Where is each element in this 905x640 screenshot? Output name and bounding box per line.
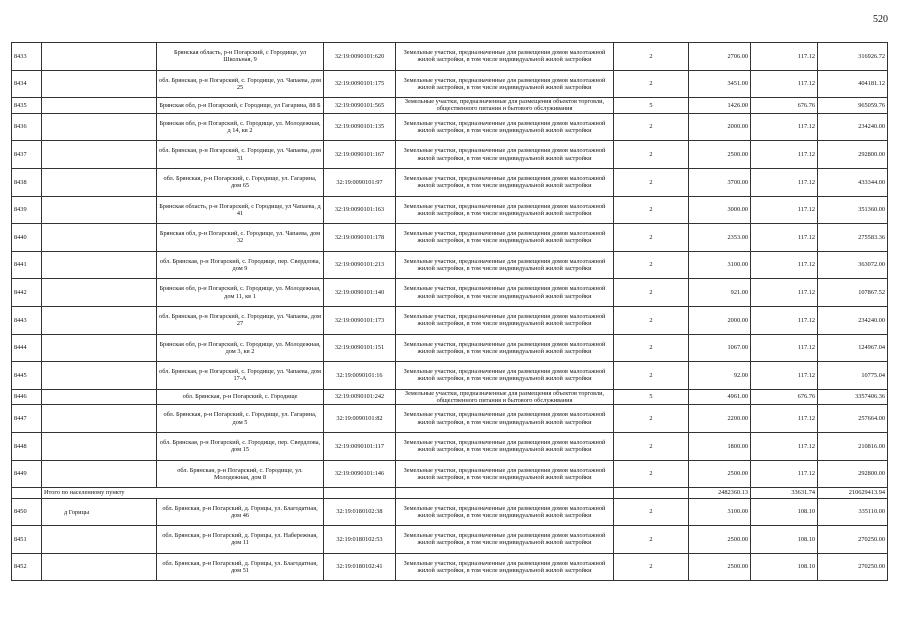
cadastral-value-cell: 351360.00 bbox=[818, 196, 888, 224]
cadastral-value-cell: 292800.00 bbox=[818, 141, 888, 169]
row-number-cell: 8433 bbox=[12, 43, 42, 71]
settlement-cell bbox=[42, 553, 157, 581]
land-use-cell: Земельные участки, предназначенные для размещения домов малоэтажной жилой застройки, в том числе индивидуальной жилой застройки bbox=[396, 334, 614, 362]
cadastral-number-cell: 32:19:0180102:38 bbox=[324, 498, 396, 526]
group-cell: 2 bbox=[614, 279, 689, 307]
specific-value-cell: 117.12 bbox=[751, 70, 818, 98]
group-cell: 2 bbox=[614, 405, 689, 433]
table-row bbox=[12, 279, 888, 307]
cadastral-value-cell: 404181.12 bbox=[818, 70, 888, 98]
cadastral-value-cell: 3357406.36 bbox=[818, 389, 888, 405]
group-cell: 2 bbox=[614, 334, 689, 362]
area-cell: 2500.00 bbox=[689, 553, 751, 581]
table-row bbox=[12, 334, 888, 362]
area-cell: 3100.00 bbox=[689, 251, 751, 279]
land-use-cell: Земельные участки, предназначенные для размещения домов малоэтажной жилой застройки, в том числе индивидуальной жилой застройки bbox=[396, 168, 614, 196]
row-number-cell: 8437 bbox=[12, 141, 42, 169]
total-area-cell: 2482360.13 bbox=[689, 488, 751, 499]
area-cell: 2500.00 bbox=[689, 526, 751, 554]
area-cell: 921.00 bbox=[689, 279, 751, 307]
total-label: Итого по населенному пункту bbox=[42, 488, 324, 499]
cadastral-number-cell: 32:19:0180102:53 bbox=[324, 526, 396, 554]
row-number-cell: 8450 bbox=[12, 498, 42, 526]
total-empty-cell bbox=[324, 488, 396, 499]
cadastral-value-cell: 257664.00 bbox=[818, 405, 888, 433]
specific-value-cell: 117.12 bbox=[751, 113, 818, 141]
specific-value-cell: 117.12 bbox=[751, 196, 818, 224]
specific-value-cell: 117.12 bbox=[751, 362, 818, 390]
cadastral-value-cell: 124967.04 bbox=[818, 334, 888, 362]
land-use-cell: Земельные участки, предназначенные для размещения домов малоэтажной жилой застройки, в том числе индивидуальной жилой застройки bbox=[396, 553, 614, 581]
row-number-cell: 8445 bbox=[12, 362, 42, 390]
table-row bbox=[12, 196, 888, 224]
table-row bbox=[12, 526, 888, 554]
settlement-cell bbox=[42, 526, 157, 554]
address-cell: обл. Брянская, р-н Погарский, с. Городище, ул. Чапаева, дом 17-А bbox=[157, 362, 324, 390]
cadastral-number-cell: 32:19:0090101:175 bbox=[324, 70, 396, 98]
settlement-cell bbox=[42, 432, 157, 460]
table-row bbox=[12, 70, 888, 98]
specific-value-cell: 117.12 bbox=[751, 405, 818, 433]
table-row bbox=[12, 405, 888, 433]
row-number-cell: 8447 bbox=[12, 405, 42, 433]
cadastral-value-cell: 275583.36 bbox=[818, 224, 888, 252]
row-number-cell: 8451 bbox=[12, 526, 42, 554]
specific-value-cell: 117.12 bbox=[751, 460, 818, 488]
specific-value-cell: 117.12 bbox=[751, 43, 818, 71]
specific-value-cell: 117.12 bbox=[751, 306, 818, 334]
group-cell: 2 bbox=[614, 113, 689, 141]
table-row bbox=[12, 498, 888, 526]
table-row bbox=[12, 251, 888, 279]
group-cell: 2 bbox=[614, 43, 689, 71]
row-number-cell: 8439 bbox=[12, 196, 42, 224]
land-use-cell: Земельные участки, предназначенные для размещения домов малоэтажной жилой застройки, в том числе индивидуальной жилой застройки bbox=[396, 362, 614, 390]
total-specific-value-cell: 33631.74 bbox=[751, 488, 818, 499]
settlement-cell bbox=[42, 113, 157, 141]
total-cadastral-value-cell: 210629413.94 bbox=[818, 488, 888, 499]
group-cell: 2 bbox=[614, 224, 689, 252]
settlement-cell bbox=[42, 196, 157, 224]
address-cell: обл. Брянская, р-н Погарский, с. Городище, пер. Свердлова, дом 15 bbox=[157, 432, 324, 460]
address-cell: обл. Брянская, р-н Погарский, д. Горицы, ул. Благодатная, дом 46 bbox=[157, 498, 324, 526]
address-cell: Брянская обл, р-н Погарский, с. Городище, ул. Молодежная, дом 3, кв 2 bbox=[157, 334, 324, 362]
cadastral-value-cell: 335110.00 bbox=[818, 498, 888, 526]
land-use-cell: Земельные участки, предназначенные для размещения домов малоэтажной жилой застройки, в том числе индивидуальной жилой застройки bbox=[396, 43, 614, 71]
cadastral-value-cell: 292800.00 bbox=[818, 460, 888, 488]
area-cell: 3100.00 bbox=[689, 498, 751, 526]
address-cell: обл. Брянская, р-н Погарский, с. Городище, ул. Чапаева, дом 25 bbox=[157, 70, 324, 98]
settlement-cell bbox=[42, 389, 157, 405]
settlement-cell bbox=[42, 279, 157, 307]
group-cell: 2 bbox=[614, 553, 689, 581]
cadastral-value-cell: 210816.00 bbox=[818, 432, 888, 460]
group-cell: 2 bbox=[614, 306, 689, 334]
address-cell: обл. Брянская, р-н Погарский, с. Городище, ул. Молодежная, дом 8 bbox=[157, 460, 324, 488]
settlement-cell bbox=[42, 460, 157, 488]
area-cell: 2000.00 bbox=[689, 306, 751, 334]
address-cell: Брянская обл, р-н Погарский, с. Городище, ул. Молодежная, д 14, кв 2 bbox=[157, 113, 324, 141]
cadastral-value-cell: 270250.00 bbox=[818, 526, 888, 554]
area-cell: 4961.00 bbox=[689, 389, 751, 405]
address-cell: Брянская область, р-н Погарский, с Городище, ул Школьная, 9 bbox=[157, 43, 324, 71]
address-cell: Брянская обл, р-н Погарский, с. Городище, ул. Чапаева, дом 32 bbox=[157, 224, 324, 252]
specific-value-cell: 117.12 bbox=[751, 251, 818, 279]
table-row bbox=[12, 141, 888, 169]
cadastral-number-cell: 32:19:0090101:97 bbox=[324, 168, 396, 196]
land-use-cell: Земельные участки, предназначенные для размещения домов малоэтажной жилой застройки, в том числе индивидуальной жилой застройки bbox=[396, 498, 614, 526]
table-row bbox=[12, 306, 888, 334]
address-cell: обл. Брянская, р-н Погарский, д. Горицы, ул. Набережная, дом 11 bbox=[157, 526, 324, 554]
settlement-total-row bbox=[12, 488, 888, 499]
settlement-cell bbox=[42, 405, 157, 433]
specific-value-cell: 108.10 bbox=[751, 553, 818, 581]
cadastral-number-cell: 32:19:0090101:213 bbox=[324, 251, 396, 279]
specific-value-cell: 117.12 bbox=[751, 279, 818, 307]
settlement-cell bbox=[42, 98, 157, 114]
table-row bbox=[12, 113, 888, 141]
table-row bbox=[12, 460, 888, 488]
specific-value-cell: 117.12 bbox=[751, 432, 818, 460]
cadastral-value-cell: 10775.04 bbox=[818, 362, 888, 390]
cadastral-number-cell: 32:19:0090101:140 bbox=[324, 279, 396, 307]
specific-value-cell: 676.76 bbox=[751, 389, 818, 405]
cadastral-value-cell: 316926.72 bbox=[818, 43, 888, 71]
group-cell: 2 bbox=[614, 141, 689, 169]
land-use-cell: Земельные участки, предназначенные для размещения домов малоэтажной жилой застройки, в том числе индивидуальной жилой застройки bbox=[396, 141, 614, 169]
settlement-cell bbox=[42, 334, 157, 362]
area-cell: 3451.00 bbox=[689, 70, 751, 98]
area-cell: 1067.00 bbox=[689, 334, 751, 362]
address-cell: обл. Брянская, р-н Погарский, с. Городище, пер. Свердлова, дом 9 bbox=[157, 251, 324, 279]
cadastral-value-cell: 234240.00 bbox=[818, 306, 888, 334]
row-number-cell: 8442 bbox=[12, 279, 42, 307]
group-cell: 2 bbox=[614, 460, 689, 488]
cadastral-number-cell: 32:19:0090101:135 bbox=[324, 113, 396, 141]
land-use-cell: Земельные участки, предназначенные для размещения домов малоэтажной жилой застройки, в том числе индивидуальной жилой застройки bbox=[396, 70, 614, 98]
specific-value-cell: 108.10 bbox=[751, 526, 818, 554]
group-cell: 5 bbox=[614, 389, 689, 405]
cadastral-number-cell: 32:19:0090101:146 bbox=[324, 460, 396, 488]
land-use-cell: Земельные участки, предназначенные для размещения домов малоэтажной жилой застройки, в том числе индивидуальной жилой застройки bbox=[396, 306, 614, 334]
cadastral-value-table bbox=[11, 42, 888, 581]
table-row bbox=[12, 224, 888, 252]
specific-value-cell: 108.10 bbox=[751, 498, 818, 526]
address-cell: обл. Брянская, р-н Погарский, с. Городище, ул. Гагарина, дом 65 bbox=[157, 168, 324, 196]
land-use-cell: Земельные участки, предназначенные для размещения домов малоэтажной жилой застройки, в том числе индивидуальной жилой застройки bbox=[396, 196, 614, 224]
address-cell: обл. Брянская, р-н Погарский, с. Городище bbox=[157, 389, 324, 405]
area-cell: 2500.00 bbox=[689, 460, 751, 488]
address-cell: обл. Брянская, р-н Погарский, с. Городище, ул. Чапаева, дом 31 bbox=[157, 141, 324, 169]
table-row bbox=[12, 168, 888, 196]
cadastral-number-cell: 32:19:0090101:163 bbox=[324, 196, 396, 224]
row-number-cell: 8438 bbox=[12, 168, 42, 196]
group-cell: 2 bbox=[614, 70, 689, 98]
area-cell: 92.00 bbox=[689, 362, 751, 390]
settlement-cell bbox=[42, 70, 157, 98]
row-number-cell: 8443 bbox=[12, 306, 42, 334]
specific-value-cell: 117.12 bbox=[751, 168, 818, 196]
row-number-cell: 8435 bbox=[12, 98, 42, 114]
land-use-cell: Земельные участки, предназначенные для размещения домов малоэтажной жилой застройки, в том числе индивидуальной жилой застройки bbox=[396, 432, 614, 460]
row-number-cell: 8436 bbox=[12, 113, 42, 141]
row-number-cell: 8448 bbox=[12, 432, 42, 460]
settlement-cell bbox=[42, 224, 157, 252]
settlement-cell bbox=[42, 141, 157, 169]
specific-value-cell: 676.76 bbox=[751, 98, 818, 114]
settlement-cell bbox=[42, 251, 157, 279]
cadastral-number-cell: 32:19:0090101:167 bbox=[324, 141, 396, 169]
row-number-cell: 8440 bbox=[12, 224, 42, 252]
cadastral-value-cell: 234240.00 bbox=[818, 113, 888, 141]
land-use-cell: Земельные участки, предназначенные для размещения домов малоэтажной жилой застройки, в том числе индивидуальной жилой застройки bbox=[396, 224, 614, 252]
row-number-cell: 8441 bbox=[12, 251, 42, 279]
cadastral-number-cell: 32:19:0090101:173 bbox=[324, 306, 396, 334]
land-use-cell: Земельные участки, предназначенные для размещения объектов торговли, общественного питания и бытового обслуживания bbox=[396, 389, 614, 405]
table-row bbox=[12, 432, 888, 460]
group-cell: 2 bbox=[614, 168, 689, 196]
cadastral-value-cell: 363072.00 bbox=[818, 251, 888, 279]
area-cell: 2200.00 bbox=[689, 405, 751, 433]
table-row bbox=[12, 98, 888, 114]
land-use-cell: Земельные участки, предназначенные для размещения домов малоэтажной жилой застройки, в том числе индивидуальной жилой застройки bbox=[396, 279, 614, 307]
cadastral-number-cell: 32:19:0090101:620 bbox=[324, 43, 396, 71]
settlement-cell bbox=[42, 362, 157, 390]
area-cell: 2000.00 bbox=[689, 113, 751, 141]
group-cell: 2 bbox=[614, 498, 689, 526]
cadastral-number-cell: 32:19:0090101:242 bbox=[324, 389, 396, 405]
area-cell: 2706.00 bbox=[689, 43, 751, 71]
specific-value-cell: 117.12 bbox=[751, 224, 818, 252]
row-number-cell: 8452 bbox=[12, 553, 42, 581]
table-row bbox=[12, 43, 888, 71]
area-cell: 2500.00 bbox=[689, 141, 751, 169]
specific-value-cell: 117.12 bbox=[751, 334, 818, 362]
settlement-name: д Горицы bbox=[64, 508, 90, 516]
cadastral-number-cell: 32:19:0090101:117 bbox=[324, 432, 396, 460]
row-number-cell: 8449 bbox=[12, 460, 42, 488]
group-cell: 2 bbox=[614, 196, 689, 224]
row-number-cell: 8444 bbox=[12, 334, 42, 362]
group-cell: 2 bbox=[614, 251, 689, 279]
address-cell: обл. Брянская, р-н Погарский, с. Городище, ул. Гагарина, дом 5 bbox=[157, 405, 324, 433]
table-row bbox=[12, 362, 888, 390]
cadastral-value-cell: 270250.00 bbox=[818, 553, 888, 581]
cadastral-number-cell: 32:19:0090101:565 bbox=[324, 98, 396, 114]
settlement-cell bbox=[42, 168, 157, 196]
settlement-cell bbox=[42, 43, 157, 71]
specific-value-cell: 117.12 bbox=[751, 141, 818, 169]
area-cell: 1800.00 bbox=[689, 432, 751, 460]
row-number-cell: 8446 bbox=[12, 389, 42, 405]
total-empty-cell bbox=[614, 488, 689, 499]
group-cell: 2 bbox=[614, 362, 689, 390]
group-cell: 2 bbox=[614, 432, 689, 460]
area-cell: 3700.00 bbox=[689, 168, 751, 196]
cadastral-value-cell: 965059.76 bbox=[818, 98, 888, 114]
address-cell: Брянская область, р-н Погарский, с Городище, ул Чапаева, д 41 bbox=[157, 196, 324, 224]
land-use-cell: Земельные участки, предназначенные для размещения домов малоэтажной жилой застройки, в том числе индивидуальной жилой застройки bbox=[396, 113, 614, 141]
group-cell: 5 bbox=[614, 98, 689, 114]
address-cell: обл. Брянская, р-н Погарский, с. Городище, ул. Чапаева, дом 27 bbox=[157, 306, 324, 334]
land-use-cell: Земельные участки, предназначенные для размещения домов малоэтажной жилой застройки, в том числе индивидуальной жилой застройки bbox=[396, 526, 614, 554]
address-cell: Брянская обл, р-н Погарский, с. Городище, ул. Молодежная, дом 11, кв 1 bbox=[157, 279, 324, 307]
area-cell: 1426.00 bbox=[689, 98, 751, 114]
group-cell: 2 bbox=[614, 526, 689, 554]
land-use-cell: Земельные участки, предназначенные для размещения домов малоэтажной жилой застройки, в том числе индивидуальной жилой застройки bbox=[396, 251, 614, 279]
land-use-cell: Земельные участки, предназначенные для размещения домов малоэтажной жилой застройки, в том числе индивидуальной жилой застройки bbox=[396, 405, 614, 433]
land-use-cell: Земельные участки, предназначенные для размещения домов малоэтажной жилой застройки, в том числе индивидуальной жилой застройки bbox=[396, 460, 614, 488]
cadastral-number-cell: 32:19:0090101:178 bbox=[324, 224, 396, 252]
cadastral-number-cell: 32:19:0180102:41 bbox=[324, 553, 396, 581]
cadastral-number-cell: 32:19:0090101:16 bbox=[324, 362, 396, 390]
cadastral-number-cell: 32:19:0090101:151 bbox=[324, 334, 396, 362]
table-row bbox=[12, 553, 888, 581]
page-number: 520 bbox=[873, 14, 888, 25]
settlement-cell bbox=[42, 306, 157, 334]
cadastral-value-cell: 433344.00 bbox=[818, 168, 888, 196]
area-cell: 2353.00 bbox=[689, 224, 751, 252]
cadastral-value-cell: 107867.52 bbox=[818, 279, 888, 307]
area-cell: 3000.00 bbox=[689, 196, 751, 224]
land-use-cell: Земельные участки, предназначенные для размещения объектов торговли, общественного питания и бытового обслуживания bbox=[396, 98, 614, 114]
total-empty-cell bbox=[396, 488, 614, 499]
address-cell: обл. Брянская, р-н Погарский, д. Горицы, ул. Благодатная, дом 51 bbox=[157, 553, 324, 581]
cadastral-number-cell: 32:19:0090101:82 bbox=[324, 405, 396, 433]
table-row bbox=[12, 389, 888, 405]
address-cell: Брянская обл, р-н Погарский, с Городище, ул Гагарина, 88 Б bbox=[157, 98, 324, 114]
total-empty-cell bbox=[12, 488, 42, 499]
row-number-cell: 8434 bbox=[12, 70, 42, 98]
settlement-cell bbox=[42, 498, 157, 526]
